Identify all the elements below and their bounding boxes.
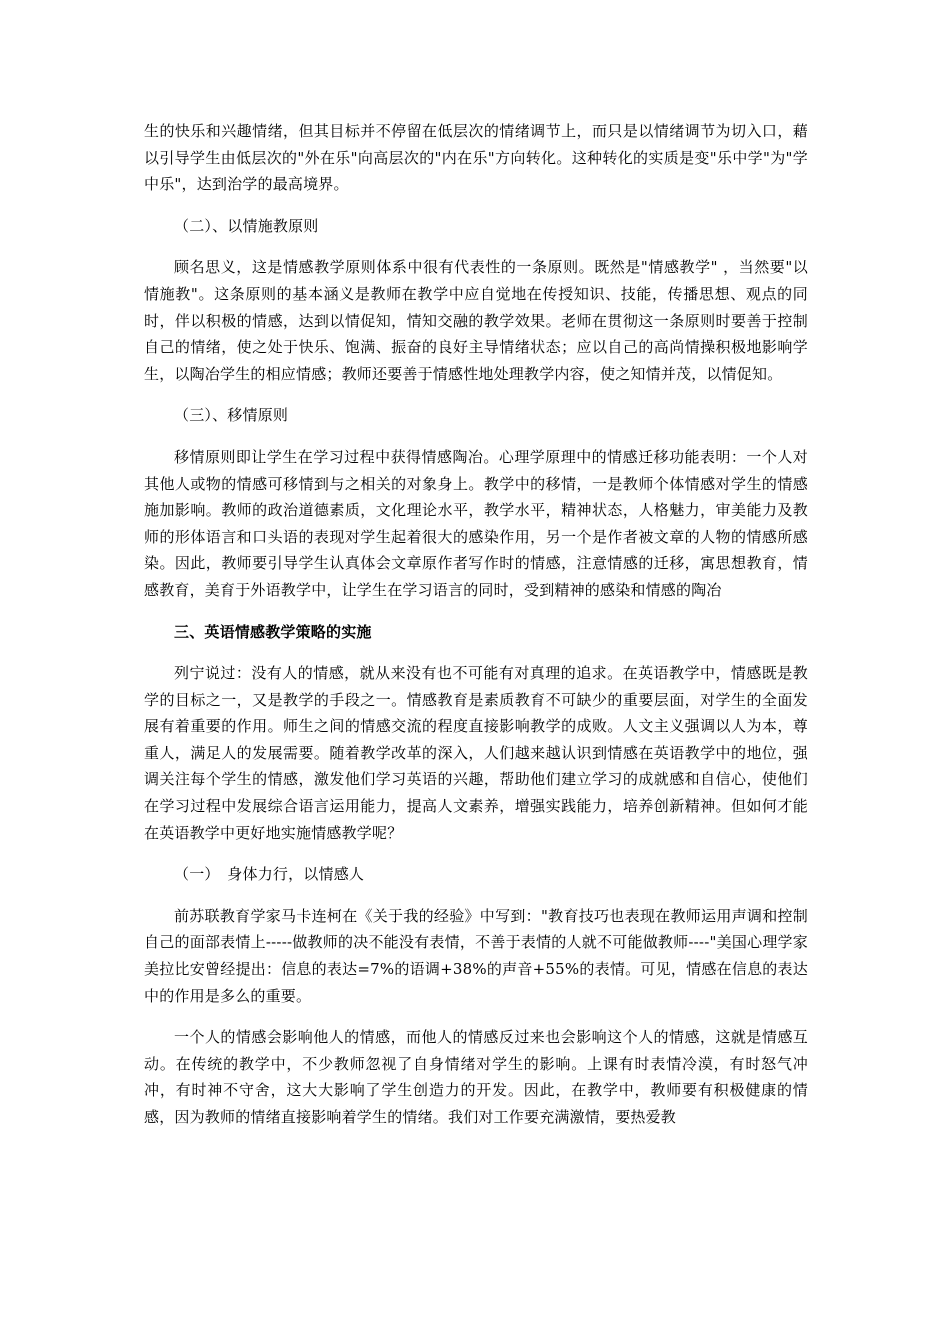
paragraph-section-3: 列宁说过：没有人的情感，就从来没有也不可能有对真理的追求。在英语教学中，情感既是教学的目标之一，又是教学的手段之一。情感教育是素质教育不可缺少的重要层面，对学生的全面发展有着重要的作用。师生之间的情感交流的程度直接影响教学的成败。人文主义强调以人为本，尊重人，满足人的发展需要。随着教学改革的深入，人们越来越认识到情感在英语教学中的地位，强调关注每个学生的情感，激发他们学习英语的兴趣，帮助他们建立学习的成就感和自信心，使他们在学习过程中发展综合语言运用能力，提高人文素养，增强实践能力，培养创新精神。但如何才能在英语教学中更好地实施情感教学呢？ xyxy=(144,664,808,842)
paragraph-principle-2: 顾名思义，这是情感教学原则体系中很有代表性的一条原则。既然是"情感教学" ，当然要"以情施教"。这条原则的基本涵义是教师在教学中应自觉地在传授知识、技能，传播思想、观点的同时，伴以积极的情感，达到以情促知，情知交融的教学效果。老师在贯彻这一条原则时要善于控制自己的情绪，使之处于快乐、饱满、振奋的良好主导情绪状态；应以自己的高尚情操积极地影响学生，以陶冶学生的相应情感；教师还要善于情感性地处理教学内容，使之知情并茂，以情促知。 xyxy=(144,258,808,383)
heading-section-3: 三、英语情感教学策略的实施 xyxy=(174,622,372,641)
heading-principle-3: （三）、移情原则 xyxy=(174,406,289,425)
heading-strategy-1: （一） 身体力行，以情感人 xyxy=(174,865,365,884)
paragraph-strategy-1b: 一个人的情感会影响他人的情感，而他人的情感反过来也会影响这个人的情感，这就是情感互动。在传统的教学中，不少教师忽视了自身情绪对学生的影响。上课有时表情冷漠，有时怒气冲冲，有时神不守舍，这大大影响了学生创造力的开发。因此，在教学中，教师要有积极健康的情感，因为教师的情绪直接影响着学生的情绪。我们对工作要充满激情，要热爱教 xyxy=(144,1028,808,1126)
paragraph-principle-3: 移情原则即让学生在学习过程中获得情感陶冶。心理学原理中的情感迁移功能表明：一个人对其他人或物的情感可移情到与之相关的对象身上。教学中的移情，一是教师个体情感对学生的情感施加影响。教师的政治道德素质，文化理论水平，教学水平，精神状态，人格魅力，审美能力及教师的形体语言和口头语的表现对学生起着很大的感染作用，另一个是作者被文章的人物的情感所感染。因此，教师要引导学生认真体会文章原作者写作时的情感，注意情感的迁移，寓思想教育，情感教育，美育于外语教学中，让学生在学习语言的同时，受到精神的感染和情感的陶冶 xyxy=(144,447,808,599)
paragraph-intro: 生的快乐和兴趣情绪，但其目标并不停留在低层次的情绪调节上，而只是以情绪调节为切入口，藉以引导学生由低层次的"外在乐"向高层次的"内在乐"方向转化。这种转化的实质是变"乐中学"为"学中乐"，达到治学的最高境界。 xyxy=(144,122,808,194)
heading-principle-2: （二）、以情施教原则 xyxy=(174,216,319,235)
document-page xyxy=(144,118,808,1131)
paragraph-strategy-1a: 前苏联教育学家马卡连柯在《关于我的经验》中写到："教育技巧也表现在教师运用声调和控制自己的面部表情上-----做教师的决不能没有表情，不善于表情的人就不可能做教师----"美国心理学家美拉比安曾经提出：信息的表达=7%的语调+38%的声音+55%的表情。可见，情感在信息的表达中的作用是多么的重要。 xyxy=(144,906,808,1005)
